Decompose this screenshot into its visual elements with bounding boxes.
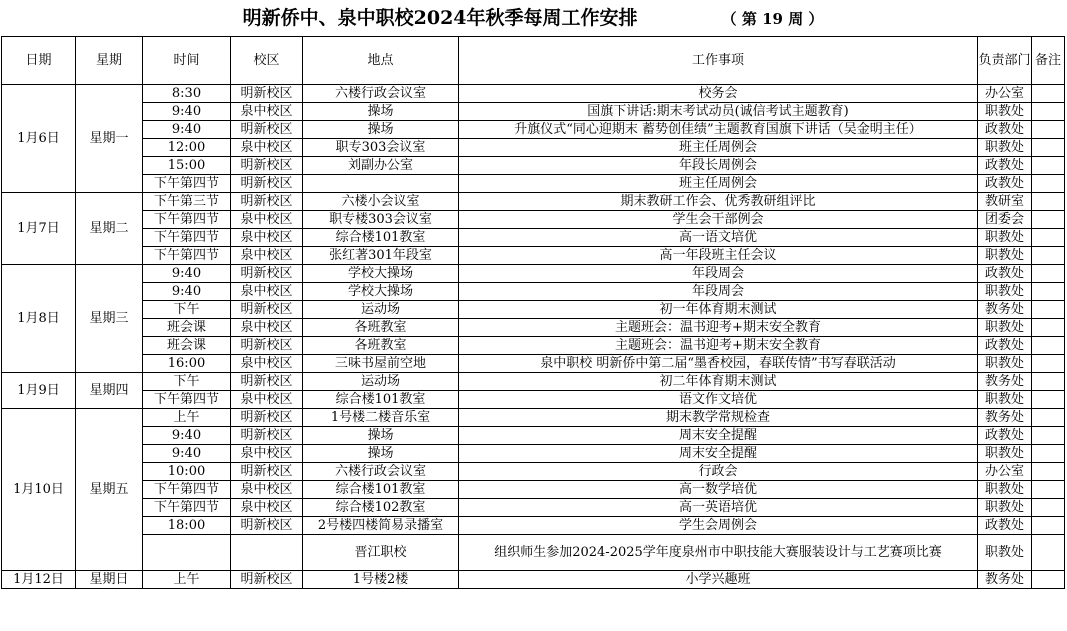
campus-cell: 明新校区 (231, 301, 303, 319)
dept-cell: 职教处 (978, 103, 1032, 121)
location-cell: 运动场 (303, 373, 459, 391)
note-cell (1032, 319, 1065, 337)
header-weekday: 星期 (76, 37, 143, 85)
dept-cell: 政教处 (978, 265, 1032, 283)
table-row (2, 139, 1065, 157)
time-cell (143, 535, 231, 571)
dept-cell: 职教处 (978, 391, 1032, 409)
location-cell: 操场 (303, 427, 459, 445)
campus-cell (231, 535, 303, 571)
dept-cell: 职教处 (978, 319, 1032, 337)
time-cell: 15:00 (143, 157, 231, 175)
note-cell (1032, 301, 1065, 319)
location-cell: 综合楼102教室 (303, 499, 459, 517)
dept-cell: 教务处 (978, 301, 1032, 319)
time-cell: 9:40 (143, 283, 231, 301)
note-cell (1032, 499, 1065, 517)
time-cell: 12:00 (143, 139, 231, 157)
table-row (2, 193, 1065, 211)
campus-cell: 泉中校区 (231, 499, 303, 517)
table-row (2, 481, 1065, 499)
dept-cell: 职教处 (978, 355, 1032, 373)
dept-cell: 教务处 (978, 373, 1032, 391)
location-cell: 职专楼303会议室 (303, 211, 459, 229)
date-cell: 1月9日 (2, 373, 76, 409)
location-cell: 综合楼101教室 (303, 481, 459, 499)
table-row (2, 409, 1065, 427)
time-cell: 9:40 (143, 427, 231, 445)
task-cell: 初一年体育期末测试 (459, 301, 978, 319)
task-cell: 高一语文培优 (459, 229, 978, 247)
dept-cell: 政教处 (978, 337, 1032, 355)
note-cell (1032, 427, 1065, 445)
note-cell (1032, 535, 1065, 571)
note-cell (1032, 121, 1065, 139)
task-cell: 主题班会：温书迎考+期末安全教育 (459, 319, 978, 337)
location-cell: 六楼行政会议室 (303, 463, 459, 481)
title-cell (2, 3, 1065, 37)
time-cell: 上午 (143, 571, 231, 589)
location-cell: 六楼小会议室 (303, 193, 459, 211)
campus-cell: 泉中校区 (231, 283, 303, 301)
time-cell: 班会课 (143, 319, 231, 337)
campus-cell: 泉中校区 (231, 211, 303, 229)
task-cell: 主题班会：温书迎考+期末安全教育 (459, 337, 978, 355)
table-row (2, 499, 1065, 517)
time-cell: 上午 (143, 409, 231, 427)
weekday-cell: 星期日 (76, 571, 143, 589)
table-row (2, 103, 1065, 121)
note-cell (1032, 445, 1065, 463)
dept-cell: 政教处 (978, 517, 1032, 535)
campus-cell: 明新校区 (231, 373, 303, 391)
campus-cell: 明新校区 (231, 121, 303, 139)
dept-cell: 职教处 (978, 499, 1032, 517)
header-task: 工作事项 (459, 37, 978, 85)
note-cell (1032, 373, 1065, 391)
location-cell: 1号楼二楼音乐室 (303, 409, 459, 427)
campus-cell: 泉中校区 (231, 391, 303, 409)
note-cell (1032, 193, 1065, 211)
location-cell: 综合楼101教室 (303, 391, 459, 409)
location-cell: 各班教室 (303, 319, 459, 337)
location-cell: 学校大操场 (303, 283, 459, 301)
dept-cell: 教务处 (978, 409, 1032, 427)
task-cell: 初二年体育期末测试 (459, 373, 978, 391)
dept-cell: 政教处 (978, 121, 1032, 139)
time-cell: 下午第四节 (143, 499, 231, 517)
campus-cell: 泉中校区 (231, 445, 303, 463)
note-cell (1032, 391, 1065, 409)
table-row (2, 337, 1065, 355)
table-row (2, 463, 1065, 481)
note-cell (1032, 229, 1065, 247)
campus-cell: 明新校区 (231, 571, 303, 589)
table-row (2, 391, 1065, 409)
location-cell: 操场 (303, 121, 459, 139)
campus-cell: 明新校区 (231, 265, 303, 283)
weekday-cell: 星期一 (76, 85, 143, 193)
dept-cell: 职教处 (978, 283, 1032, 301)
title-row (2, 3, 1065, 37)
campus-cell: 明新校区 (231, 85, 303, 103)
time-cell: 班会课 (143, 337, 231, 355)
dept-cell: 职教处 (978, 445, 1032, 463)
weekday-cell: 星期二 (76, 193, 143, 265)
note-cell (1032, 103, 1065, 121)
date-cell: 1月10日 (2, 409, 76, 571)
note-cell (1032, 463, 1065, 481)
task-cell: 年段长周例会 (459, 157, 978, 175)
campus-cell: 泉中校区 (231, 319, 303, 337)
campus-cell: 明新校区 (231, 463, 303, 481)
time-cell: 18:00 (143, 517, 231, 535)
table-row (2, 283, 1065, 301)
task-cell: 班主任周例会 (459, 139, 978, 157)
time-cell: 8:30 (143, 85, 231, 103)
schedule-body (2, 85, 1065, 589)
note-cell (1032, 157, 1065, 175)
time-cell: 下午第三节 (143, 193, 231, 211)
task-cell: 国旗下讲话:期末考试动员(诚信考试主题教育) (459, 103, 978, 121)
dept-cell: 教务处 (978, 571, 1032, 589)
table-row (2, 445, 1065, 463)
campus-cell: 明新校区 (231, 517, 303, 535)
location-cell: 六楼行政会议室 (303, 85, 459, 103)
time-cell: 下午第四节 (143, 247, 231, 265)
table-row (2, 427, 1065, 445)
task-cell: 组织师生参加2024-2025学年度泉州市中职技能大赛服装设计与工艺赛项比赛 (459, 535, 978, 571)
page-title: 明新侨中、泉中职校2024年秋季每周工作安排 (242, 7, 638, 29)
date-cell: 1月6日 (2, 85, 76, 193)
dept-cell: 职教处 (978, 229, 1032, 247)
time-cell: 9:40 (143, 121, 231, 139)
header-date: 日期 (2, 37, 76, 85)
weekday-cell: 星期四 (76, 373, 143, 409)
location-cell: 2号楼四楼简易录播室 (303, 517, 459, 535)
task-cell: 年段周会 (459, 265, 978, 283)
campus-cell: 明新校区 (231, 193, 303, 211)
task-cell: 高一年段班主任会议 (459, 247, 978, 265)
note-cell (1032, 409, 1065, 427)
campus-cell: 明新校区 (231, 427, 303, 445)
header-dept: 负责部门 (978, 37, 1032, 85)
dept-cell: 办公室 (978, 463, 1032, 481)
campus-cell: 泉中校区 (231, 229, 303, 247)
dept-cell: 办公室 (978, 85, 1032, 103)
table-row (2, 211, 1065, 229)
location-cell: 各班教室 (303, 337, 459, 355)
task-cell: 升旗仪式“同心迎期末 蓄势创佳绩”主题教育国旗下讲话（吴金明主任） (459, 121, 978, 139)
table-row (2, 121, 1065, 139)
task-cell: 期末教学常规检查 (459, 409, 978, 427)
week-label: （ 第 19 周 ） (721, 10, 824, 28)
task-cell: 周末安全提醒 (459, 445, 978, 463)
date-cell: 1月12日 (2, 571, 76, 589)
date-cell: 1月8日 (2, 265, 76, 373)
table-row (2, 319, 1065, 337)
location-cell: 综合楼101教室 (303, 229, 459, 247)
note-cell (1032, 517, 1065, 535)
header-note: 备注 (1032, 37, 1065, 85)
time-cell: 下午第四节 (143, 481, 231, 499)
table-row (2, 229, 1065, 247)
time-cell: 下午 (143, 373, 231, 391)
note-cell (1032, 355, 1065, 373)
header-location: 地点 (303, 37, 459, 85)
location-cell: 三味书屋前空地 (303, 355, 459, 373)
time-cell: 9:40 (143, 265, 231, 283)
dept-cell: 职教处 (978, 481, 1032, 499)
time-cell: 下午第四节 (143, 391, 231, 409)
table-row (2, 85, 1065, 103)
dept-cell: 团委会 (978, 211, 1032, 229)
weekday-cell: 星期五 (76, 409, 143, 571)
table-row (2, 535, 1065, 571)
table-row (2, 373, 1065, 391)
location-cell: 晋江职校 (303, 535, 459, 571)
header-campus: 校区 (231, 37, 303, 85)
table-row (2, 157, 1065, 175)
note-cell (1032, 175, 1065, 193)
task-cell: 行政会 (459, 463, 978, 481)
campus-cell: 泉中校区 (231, 103, 303, 121)
location-cell: 张红著301年段室 (303, 247, 459, 265)
task-cell: 学生会干部例会 (459, 211, 978, 229)
campus-cell: 明新校区 (231, 409, 303, 427)
dept-cell: 职教处 (978, 247, 1032, 265)
note-cell (1032, 139, 1065, 157)
task-cell: 学生会周例会 (459, 517, 978, 535)
task-cell: 泉中职校 明新侨中第二届“墨香校园，春联传情”书写春联活动 (459, 355, 978, 373)
note-cell (1032, 211, 1065, 229)
task-cell: 校务会 (459, 85, 978, 103)
campus-cell: 明新校区 (231, 175, 303, 193)
task-cell: 班主任周例会 (459, 175, 978, 193)
table-row (2, 265, 1065, 283)
dept-cell: 职教处 (978, 535, 1032, 571)
dept-cell: 政教处 (978, 175, 1032, 193)
note-cell (1032, 283, 1065, 301)
location-cell: 运动场 (303, 301, 459, 319)
table-row (2, 355, 1065, 373)
note-cell (1032, 337, 1065, 355)
location-cell: 学校大操场 (303, 265, 459, 283)
time-cell: 下午第四节 (143, 175, 231, 193)
campus-cell: 泉中校区 (231, 481, 303, 499)
campus-cell: 泉中校区 (231, 247, 303, 265)
task-cell: 语文作文培优 (459, 391, 978, 409)
table-row (2, 175, 1065, 193)
location-cell (303, 175, 459, 193)
dept-cell: 政教处 (978, 427, 1032, 445)
table-row (2, 571, 1065, 589)
note-cell (1032, 571, 1065, 589)
location-cell: 操场 (303, 103, 459, 121)
note-cell (1032, 265, 1065, 283)
table-row (2, 517, 1065, 535)
campus-cell: 泉中校区 (231, 139, 303, 157)
dept-cell: 职教处 (978, 139, 1032, 157)
weekday-cell: 星期三 (76, 265, 143, 373)
note-cell (1032, 481, 1065, 499)
task-cell: 高一数学培优 (459, 481, 978, 499)
campus-cell: 泉中校区 (231, 355, 303, 373)
location-cell: 1号楼2楼 (303, 571, 459, 589)
task-cell: 期末教研工作会、优秀教研组评比 (459, 193, 978, 211)
task-cell: 周末安全提醒 (459, 427, 978, 445)
time-cell: 16:00 (143, 355, 231, 373)
location-cell: 操场 (303, 445, 459, 463)
campus-cell: 明新校区 (231, 157, 303, 175)
task-cell: 小学兴趣班 (459, 571, 978, 589)
time-cell: 10:00 (143, 463, 231, 481)
note-cell (1032, 247, 1065, 265)
table-row (2, 301, 1065, 319)
task-cell: 年段周会 (459, 283, 978, 301)
dept-cell: 政教处 (978, 157, 1032, 175)
time-cell: 9:40 (143, 445, 231, 463)
time-cell: 下午 (143, 301, 231, 319)
header-row (2, 37, 1065, 85)
campus-cell: 明新校区 (231, 337, 303, 355)
time-cell: 下午第四节 (143, 211, 231, 229)
task-cell: 高一英语培优 (459, 499, 978, 517)
dept-cell: 教研室 (978, 193, 1032, 211)
weekly-schedule-table (1, 3, 1065, 589)
note-cell (1032, 85, 1065, 103)
location-cell: 刘副办公室 (303, 157, 459, 175)
header-time: 时间 (143, 37, 231, 85)
location-cell: 职专303会议室 (303, 139, 459, 157)
time-cell: 9:40 (143, 103, 231, 121)
table-row (2, 247, 1065, 265)
time-cell: 下午第四节 (143, 229, 231, 247)
date-cell: 1月7日 (2, 193, 76, 265)
